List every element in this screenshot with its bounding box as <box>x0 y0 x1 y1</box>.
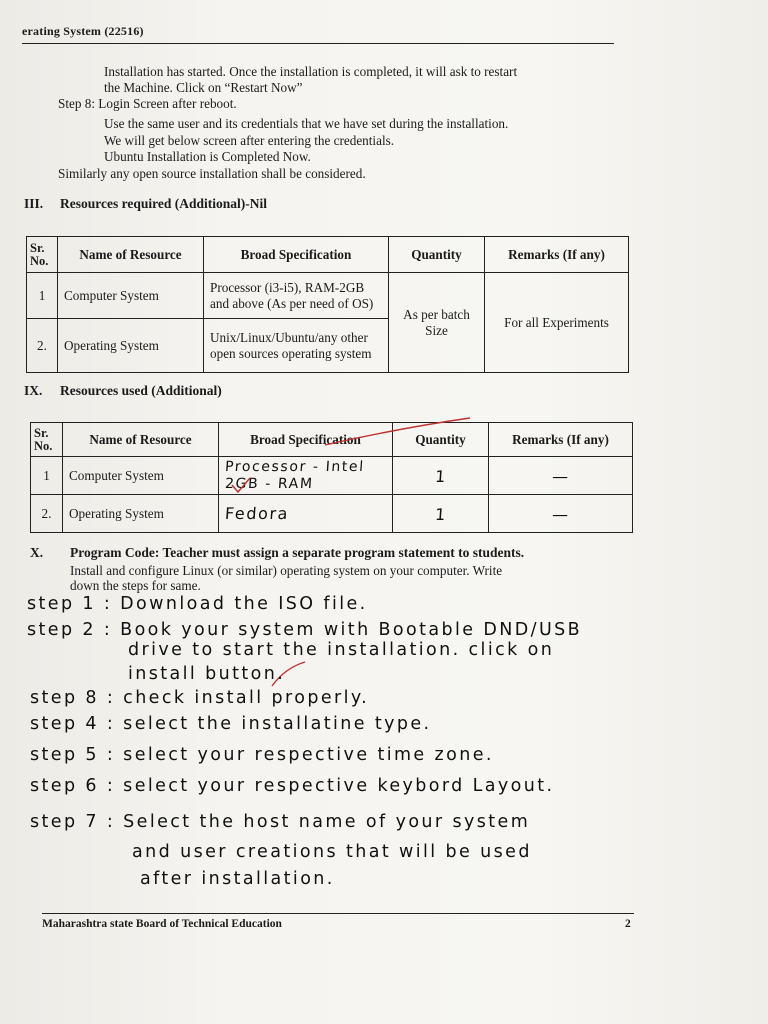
handwritten-step-7-cont-2: after installation. <box>140 869 335 889</box>
intro-line-6: Ubuntu Installation is Completed Now. <box>104 149 311 164</box>
handwritten-step-2-cont-2: install button. <box>128 664 286 684</box>
section-10-title: Program Code: Teacher must assign a separate program statement to students. <box>70 545 525 560</box>
cell-qty: 1 <box>391 495 490 533</box>
col-header-spec: Broad Specification <box>204 237 389 273</box>
col-header-qty: Quantity <box>389 237 485 273</box>
col-header-name: Name of Resource <box>58 237 204 273</box>
section-8-number: III. <box>24 196 44 211</box>
col-header-spec: Broad Specification <box>219 423 393 457</box>
intro-line-1: Installation has started. Once the installation is completed, it will ask to restart <box>104 64 518 79</box>
handwritten-spec-line-1: Processor - Intel <box>224 458 366 475</box>
cell-sr: 2. <box>27 319 58 373</box>
intro-line-5: We will get below screen after entering the credentials. <box>104 133 395 148</box>
section-9-title: Resources used (Additional) <box>60 383 222 398</box>
section-10-line-2: down the steps for same. <box>70 578 201 593</box>
cell-name: Computer System <box>63 457 219 495</box>
cell-qty: 1 <box>391 457 490 495</box>
handwritten-step-1: step 1 : Download the ISO file. <box>27 594 368 614</box>
cell-name: Operating System <box>63 495 219 533</box>
handwritten-step-5: step 5 : select your respective time zone. <box>30 745 494 765</box>
section-10-heading <box>30 545 524 561</box>
footer-text: Maharashtra state Board of Technical Education <box>42 918 282 930</box>
col-header-sr: Sr. No. <box>31 423 63 457</box>
intro-line-2: the Machine. Click on “Restart Now” <box>104 80 303 95</box>
page-header: erating System (22516) <box>22 24 144 38</box>
cell-quantity: As per batch Size <box>389 273 485 373</box>
cell-remarks: For all Experiments <box>485 273 629 373</box>
section-9-number: IX. <box>24 383 43 398</box>
col-header-name: Name of Resource <box>63 423 219 457</box>
handwritten-step-4: step 4 : select the installatine type. <box>30 714 432 734</box>
handwritten-step-7-cont-1: and user creations that will be used <box>132 842 532 862</box>
intro-line-3: Step 8: Login Screen after reboot. <box>58 96 237 111</box>
handwritten-step-2: step 2 : Book your system with Bootable DND/USB <box>27 620 583 640</box>
col-header-qty: Quantity <box>393 423 489 457</box>
col-header-sr: Sr. No. <box>27 237 58 273</box>
handwritten-spec-line-1: Fedora <box>224 504 290 523</box>
cell-spec: Processor (i3-i5), RAM-2GB and above (As per need of OS) <box>204 273 389 319</box>
col-header-remarks: Remarks (If any) <box>485 237 629 273</box>
cell-name: Operating System <box>58 319 204 373</box>
intro-line-7: Similarly any open source installation shall be considered. <box>58 166 366 181</box>
handwritten-step-6: step 6 : select your respective keybord Layout. <box>30 776 555 796</box>
handwritten-step-3: step 8 : check install properly. <box>30 688 370 708</box>
handwritten-step-7: step 7 : Select the host name of your system <box>30 812 531 832</box>
footer-rule <box>42 913 634 914</box>
cell-spec: Unix/Linux/Ubuntu/any other open sources operating system <box>204 319 389 373</box>
section-8-title: Resources required (Additional)-Nil <box>60 196 268 211</box>
handwritten-spec-line-2: 2GB - RAM <box>224 475 315 492</box>
cell-remarks: — <box>487 495 634 533</box>
col-header-remarks: Remarks (If any) <box>489 423 633 457</box>
section-10-number: X. <box>30 545 44 560</box>
intro-line-4: Use the same user and its credentials that we have set during the installation. <box>104 116 509 131</box>
handwritten-step-2-cont-1: drive to start the installation. click on <box>128 640 555 660</box>
cell-sr: 1 <box>27 273 58 319</box>
cell-sr: 2. <box>31 495 63 533</box>
cell-name: Computer System <box>58 273 204 319</box>
cell-remarks: — <box>487 457 634 495</box>
page-number: 2 <box>625 918 631 930</box>
section-10-line-1: Install and configure Linux (or similar) operating system on your computer. Write <box>70 563 503 578</box>
cell-sr: 1 <box>31 457 63 495</box>
